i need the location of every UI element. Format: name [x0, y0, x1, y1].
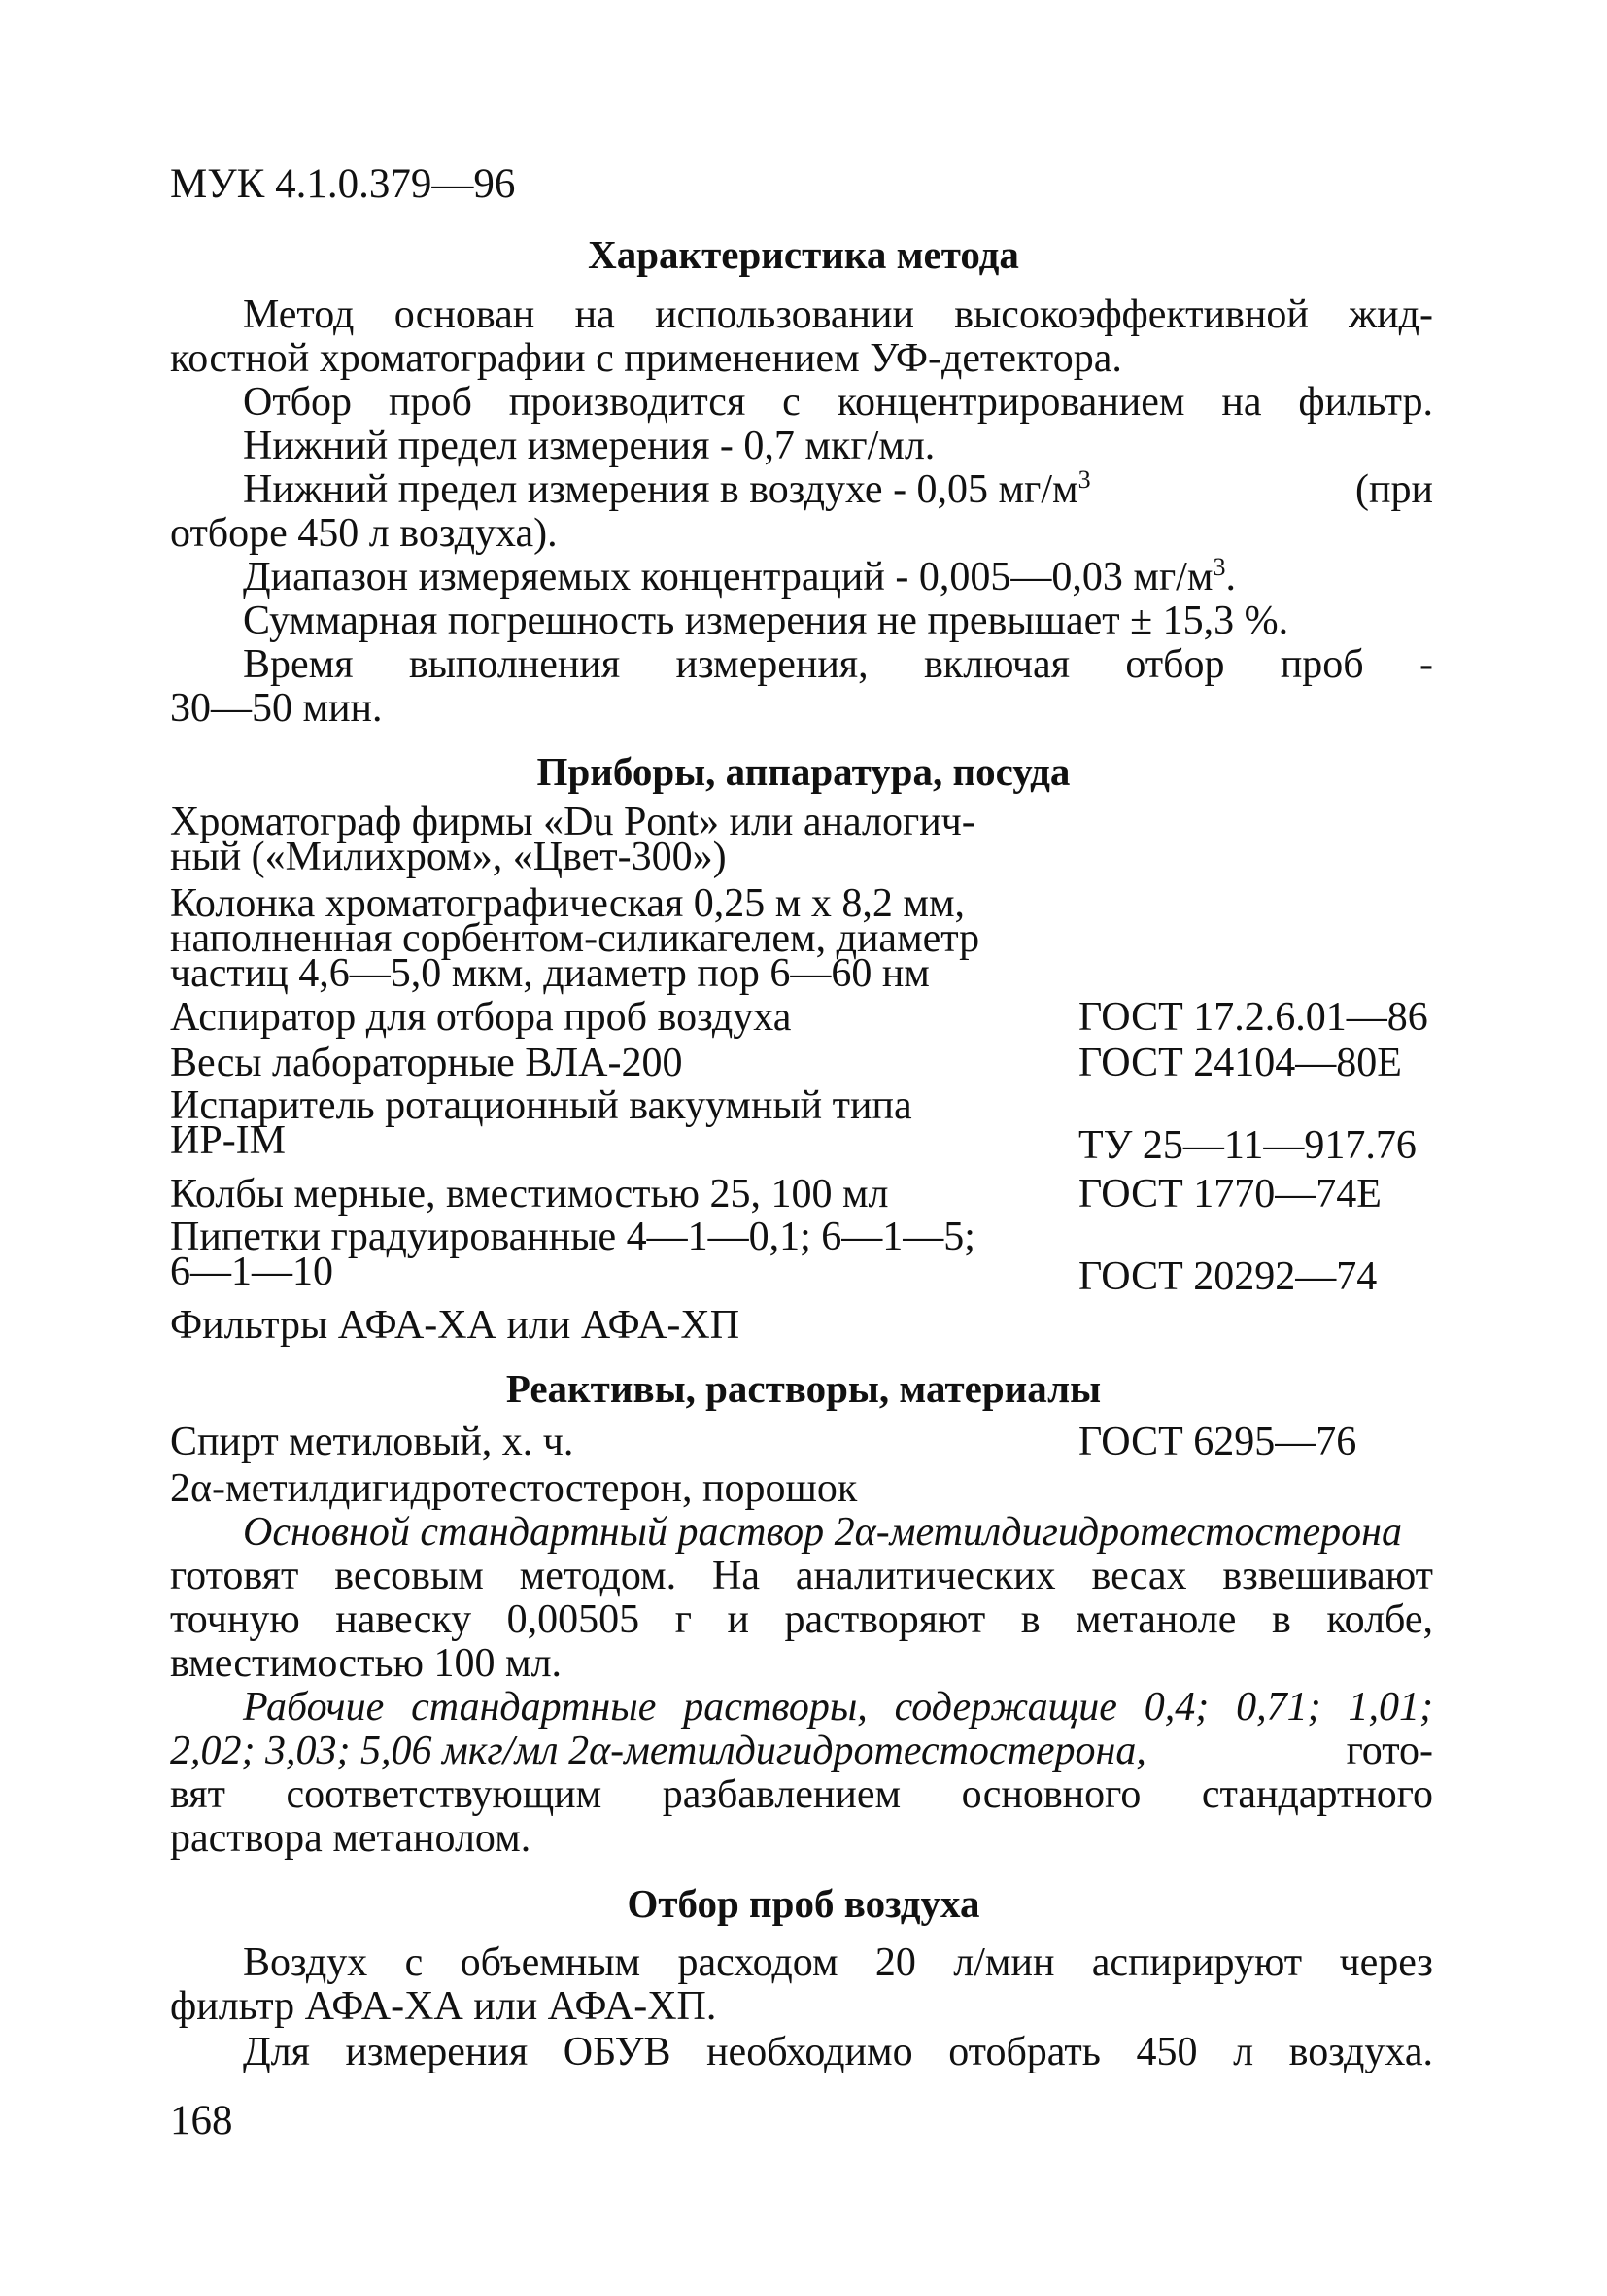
s1-p1-line1: Метод основан на использовании высокоэффективной жид-	[243, 292, 1433, 337]
s1-p4-tail: (при	[1355, 467, 1433, 512]
working-solution-title: Рабочие стандартные растворы, содержащие 0,4; 0,71; 1,01;	[243, 1685, 1433, 1730]
equipment-line: ИР-IМ	[170, 1118, 287, 1163]
section-title-characteristics: Характеристика метода	[588, 232, 1019, 277]
s1-p1-line2: костной хроматографии с применением УФ-детектора.	[170, 336, 1122, 381]
equipment-line: частиц 4,6—5,0 мкм, диаметр пор 6—60 нм	[170, 951, 930, 996]
equipment-standard: ГОСТ 20292—74	[1078, 1254, 1378, 1299]
equipment-item	[170, 800, 975, 879]
reagent-item: 2α-метилдигидротестостерон, порошок	[170, 1466, 858, 1511]
section-title-reagents: Реактивы, растворы, материалы	[505, 1366, 1102, 1411]
equipment-line: наполненная сорбентом-силикагелем, диаметр	[170, 916, 980, 961]
reagent-item: Спирт метиловый, х. ч.	[170, 1420, 574, 1464]
working-solution-line	[170, 1730, 1433, 1773]
stock-solution-line: точную навеску 0,00505 г и растворяют в метаноле в колбе,	[170, 1597, 1433, 1642]
equipment-line: Пипетки градуированные 4—1—0,1; 6—1—5;	[170, 1215, 975, 1259]
equipment-line: Колонка хроматографическая 0,25 м х 8,2 мм,	[170, 881, 966, 926]
s4-p2: Для измерения ОБУВ необходимо отобрать 450 л воздуха.	[243, 2030, 1433, 2074]
s1-p5-sup: 3	[1213, 553, 1226, 581]
s4-p1-line1: Воздух с объемным расходом 20 л/мин аспирируют через	[243, 1940, 1433, 1985]
equipment-item: Фильтры АФА-ХА или АФА-ХП	[170, 1303, 740, 1348]
s1-p7-line1: Время выполнения измерения, включая отбор проб -	[243, 642, 1433, 687]
document-header: МУК 4.1.0.379—96	[170, 161, 516, 207]
s1-p7-line2: 30—50 мин.	[170, 686, 383, 731]
s1-p4-sup: 3	[1077, 465, 1091, 494]
working-solution-tail: гото-	[1346, 1729, 1433, 1773]
equipment-standard: ГОСТ 24104—80Е	[1078, 1041, 1402, 1085]
stock-solution-line: готовят весовым методом. На аналитических весах взвешивают	[170, 1554, 1433, 1598]
equipment-item: Колбы мерные, вместимостью 25, 100 мл	[170, 1172, 889, 1217]
s1-p5-end: .	[1225, 555, 1236, 600]
section-title-equipment: Приборы, аппаратура, посуда	[536, 749, 1071, 794]
working-solution-line: вят соответствующим разбавлением основного стандартного	[170, 1772, 1433, 1817]
equipment-item	[170, 881, 980, 996]
s1-p3: Нижний предел измерения - 0,7 мкг/мл.	[243, 424, 936, 468]
equipment-item	[170, 1083, 912, 1163]
equipment-item: Аспиратор для отбора проб воздуха	[170, 995, 792, 1040]
equipment-line: Испаритель ротационный вакуумный типа	[170, 1083, 912, 1128]
s4-p1-line2: фильтр АФА-ХА или АФА-ХП.	[170, 1984, 717, 2029]
stock-solution-line: вместимостью 100 мл.	[170, 1641, 563, 1686]
working-solution-line: раствора метанолом.	[170, 1816, 531, 1861]
equipment-standard: ГОСТ 1770—74Е	[1078, 1172, 1382, 1217]
equipment-line: ный («Милихром», «Цвет-300»)	[170, 835, 727, 879]
section-title-sampling: Отбор проб воздуха	[627, 1881, 980, 1926]
equipment-standard: ТУ 25—11—917.76	[1078, 1123, 1417, 1168]
equipment-standard: ГОСТ 17.2.6.01—86	[1078, 995, 1428, 1040]
equipment-item	[170, 1215, 975, 1294]
s1-p6: Суммарная погрешность измерения не превышает ± 15,3 %.	[243, 599, 1289, 643]
working-solution-italic: 2,02; 3,03; 5,06 мкг/мл 2α-метилдигидротестостерона,	[170, 1729, 1146, 1773]
page-number: 168	[170, 2098, 233, 2143]
reagent-standard: ГОСТ 6295—76	[1078, 1420, 1357, 1464]
equipment-line: Хроматограф фирмы «Du Pont» или аналогич-	[170, 800, 975, 844]
s1-p4-line2: отборе 450 л воздуха).	[170, 511, 558, 556]
s1-p5-text: Диапазон измеряемых концентраций - 0,005—0,03 мг/м	[243, 555, 1214, 600]
s1-p2: Отбор проб производится с концентрированием на фильтр.	[243, 380, 1433, 425]
equipment-item: Весы лабораторные ВЛА-200	[170, 1041, 683, 1085]
s1-p5	[243, 553, 1236, 600]
s1-p4-line1	[243, 465, 1433, 512]
equipment-line: 6—1—10	[170, 1250, 333, 1294]
s1-p4-text: Нижний предел измерения в воздухе - 0,05 мг/м	[243, 467, 1078, 512]
stock-solution-title: Основной стандартный раствор 2α-метилдигидротестостерона	[243, 1510, 1402, 1555]
